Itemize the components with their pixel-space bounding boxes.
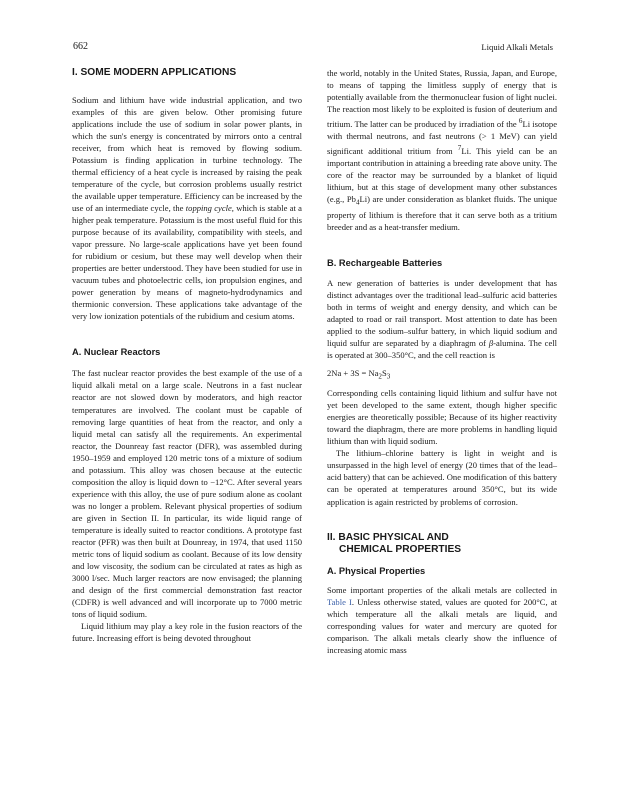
topping-cycle-term: topping cycle bbox=[185, 202, 232, 213]
section-heading-properties: II. BASIC PHYSICAL AND CHEMICAL PROPERTIES bbox=[327, 531, 462, 556]
table-i-link[interactable]: Table I bbox=[327, 596, 352, 607]
subheading-rechargeable-batteries: B. Rechargeable Batteries bbox=[327, 258, 443, 268]
cell-reaction-equation: $2Na + 3S = Na_2S_3$ bbox=[327, 368, 391, 382]
nuclear-paragraph-2-continued: the world, notably in the United States, Russia, Japan, and Europe, to means of tapping the limitless supply of energy that is potentially available from the thermonuclear fusion of light nuclei. The reaction most likely to be exploited is fusion of deuterium and tritium. The latter can be produced by irradiation of the $^6$Li isotope with thermal neutrons, and fast neutrons (> 1 MeV) can yield significant additional tritium from $^7$Li. This yield can be an important contribution in attaining a breeding rate above unity. The core of the reactor may be surrounded by a blanket of liquid lithium, but at this stage of development many other substances (e.g., $Pb_4Li$) are under consideration as blanket fluids. The unique property of lithium is therefore that it can serve both as a tritium breeder and as a heat-transfer medium. bbox=[327, 68, 557, 232]
intro-paragraph: Sodium and lithium have wide industrial application, and two examples of this are given below. Other promising future applications include the use of sodium in solar power plants, in which the sun's energy is concentrated by mirrors onto a central receiver, from which heat is removed by flowing sodium. Potassium is finding application in turbine technology. The thermal efficiency of a heat cycle is increased by raising the peak temperature of the cycle, but corrosion problems usually restrict the available upper temperature. Efficiency can be increased by the use of an intermediate cycle, the topping cycle, which is stable at a higher peak temperature. Potassium is the most useful fluid for this purpose because of its availability, compatibility with steels, and vapor pressure. No large-scale applications have yet been found for rubidium or cesium, but these may well develop when their properties are better understood. They have been studied for use in vacuum tubes and photoelectric cells, ion propulsion engines, and power generation by means of magneto-hydrodynamics and thermionic conversion. These applications take advantage of the very low ionization potentials of the rubidium and cesium atoms. bbox=[72, 94, 302, 322]
subheading-physical-properties: A. Physical Properties bbox=[327, 565, 426, 576]
batteries-paragraph-1: A new generation of batteries is under development that has distinct advantages over the traditional lead–sulfuric acid batteries both in terms of weight and energy density, and which can be adapted to road or rail transport. Most attention to date has been applied to the sodium–sulfur battery, in which liquid sodium and liquid sulfur are separated by a diaphragm of β-alumina. The cell is operated at 300–350°C, and the cell reaction is bbox=[327, 278, 557, 361]
nuclear-paragraph-2: Liquid lithium may play a key role in the fusion reactors of the future. Increasing effort is being devoted throughout bbox=[72, 621, 302, 644]
page-number: 662 bbox=[73, 41, 88, 52]
section-heading-applications: I. SOME MODERN APPLICATIONS bbox=[72, 67, 237, 78]
left-column bbox=[72, 67, 302, 644]
nuclear-paragraph-1: The fast nuclear reactor provides the best example of the use of a liquid alkali metal on a large scale. Neutrons in a fast nuclear reactor are not slowed down by moderators, and high reactor temperatures are involved. The coolant must be capable of removing large quantities of heat from the reactor, and only a liquid metal can satisfy all the requirements. An experimental reactor, the Dounreay fast reactor (DFR), was assembled during 1950–1959 and employed 120 metric tons of a mixture of sodium and potassium. This alloy was chosen because at the eutectic composition the alloy is liquid down to −12°C. After several years experience with this alloy, the use of pure sodium alone as coolant was no longer a problem. Relevant physical properties of sodium are given in Section II. In particular, its wide liquid range of temperature is ideally suited to reactor conditions. A prototype fast reactor (PFR) was then built at Dounreay, in 1974, that used 1150 metric tons of liquid sodium as coolant. Because of its low density and low viscosity, the sodium can be circulated at rates as high as 3000 l/sec. Much larger reactors are now envisaged; the planning and design of the first commercial demonstration fast reactor (CDFR) is well advanced and will incorporate up to 7000 metric tons of liquid sodium. bbox=[72, 368, 302, 620]
right-column bbox=[327, 67, 557, 656]
batteries-paragraph-3: The lithium–chlorine battery is light in weight and is unsurpassed in the high level of energy (20 times that of the lead–acid battery) that can be achieved. One modification of this battery can be operated at temperatures around 350°C, but its wide application is again restricted by problems of corrosion. bbox=[327, 448, 557, 507]
physical-properties-paragraph: Some important properties of the alkali metals are collected in Table I. Unless otherwise stated, values are quoted for 200°C, at which temperature all the alkali metals are liquid, and corresponding values for water and mercury are quoted for comparison. The alkali metals clearly show the influence of increasing atomic mass bbox=[327, 584, 557, 655]
subheading-nuclear-reactors: A. Nuclear Reactors bbox=[72, 347, 161, 358]
running-head: Liquid Alkali Metals bbox=[481, 42, 553, 52]
batteries-paragraph-2: Corresponding cells containing liquid lithium and sulfur have not yet been developed to the same extent, though higher specific energies are theoretically possible; Because of its higher reactivity toward the diaphragm, there are more problems in handling liquid lithium than with liquid sodium. bbox=[327, 388, 557, 447]
